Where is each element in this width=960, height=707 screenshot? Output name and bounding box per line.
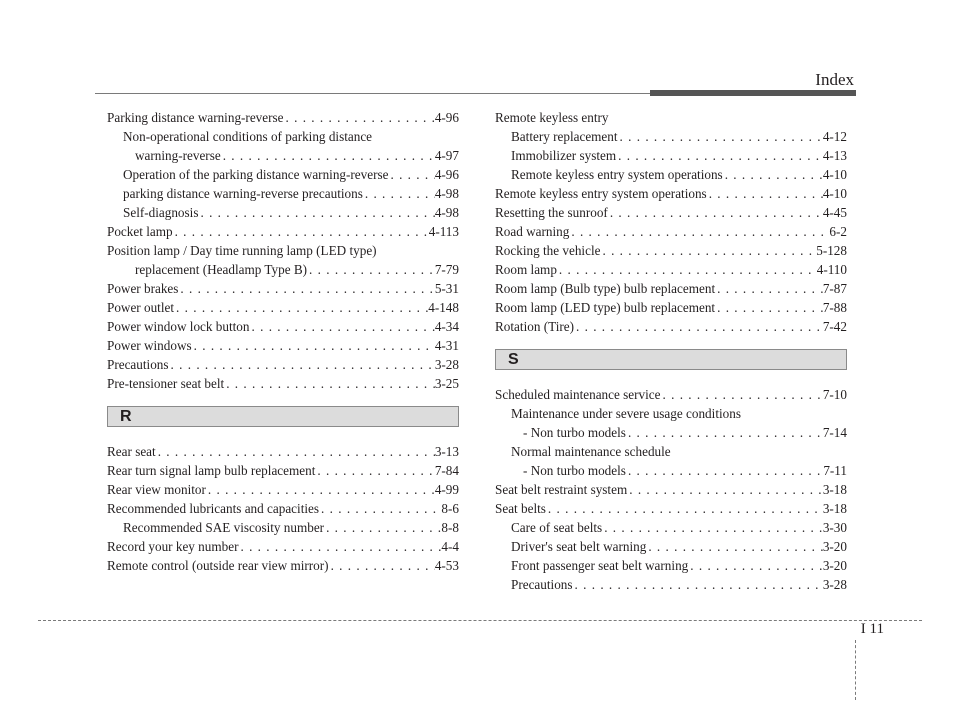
dot-leader [319, 499, 441, 518]
index-entry-page: 3-25 [434, 376, 459, 391]
index-entry [495, 423, 847, 442]
section-letter-r: R [107, 406, 459, 427]
index-entry [495, 184, 847, 203]
dot-leader [315, 461, 434, 480]
index-entry-term: Battery replacement [511, 129, 618, 144]
index-entry-page: 3-18 [822, 501, 847, 516]
index-entry-page: 3-18 [822, 482, 847, 497]
dot-leader [600, 241, 816, 260]
dot-leader [192, 336, 435, 355]
index-entry [495, 222, 847, 241]
index-entry [107, 336, 459, 355]
index-entry-term: Scheduled maintenance service [495, 387, 661, 402]
index-entry-page: 3-20 [822, 539, 847, 554]
index-entry [495, 537, 847, 556]
index-entry-page: 3-20 [822, 558, 847, 573]
index-entry [107, 461, 459, 480]
index-entry-term: Rear seat [107, 444, 156, 459]
dot-leader [715, 279, 823, 298]
dot-leader [646, 537, 823, 556]
dot-leader [618, 127, 823, 146]
index-entry-page: 4-96 [434, 167, 459, 182]
index-column-right [495, 108, 847, 594]
index-entry-page: 7-88 [822, 300, 847, 315]
dot-leader [307, 260, 435, 279]
index-entry-term: Road warning [495, 224, 570, 239]
index-entry-term: Seat belt restraint system [495, 482, 628, 497]
header-title: Index [815, 70, 854, 89]
index-entry-term: Parking distance warning-reverse [107, 110, 284, 125]
dot-leader [169, 355, 435, 374]
dot-leader [569, 222, 829, 241]
index-entry-term: parking distance warning-reverse precautions [123, 186, 363, 201]
index-entry-term: Power windows [107, 338, 192, 353]
index-entry-page: 7-11 [823, 463, 847, 478]
header-accent-bar [650, 90, 856, 96]
dot-leader [178, 279, 434, 298]
index-entry-page: 4-10 [822, 186, 847, 201]
dot-leader [546, 499, 823, 518]
index-entry-term: Power outlet [107, 300, 175, 315]
index-entry [495, 241, 847, 260]
index-entry [495, 298, 847, 317]
index-entry [107, 203, 459, 222]
index-entry-page: 4-110 [816, 262, 847, 277]
dot-leader [557, 260, 817, 279]
index-entry-page: 4-96 [434, 110, 459, 125]
index-entry-page: 5-31 [434, 281, 459, 296]
dot-leader [198, 203, 434, 222]
index-entry [495, 146, 847, 165]
dot-leader [574, 317, 823, 336]
index-entry-term: Recommended SAE viscosity number [123, 520, 325, 535]
index-entry-page: 5-128 [816, 243, 847, 258]
dot-leader [206, 480, 435, 499]
dot-leader [688, 556, 823, 575]
dot-leader [661, 385, 823, 404]
index-entry-heading: Maintenance under severe usage conditions [511, 406, 741, 421]
index-entry [495, 499, 847, 518]
index-entry [495, 575, 847, 594]
index-entry-term: warning-reverse [135, 148, 221, 163]
dot-leader [723, 165, 823, 184]
dot-leader [626, 461, 823, 480]
index-entry-page: 7-14 [822, 425, 847, 440]
index-entry [107, 260, 459, 279]
dot-leader [221, 146, 435, 165]
index-entry [107, 165, 459, 184]
index-entry-page: 4-98 [434, 186, 459, 201]
index-entry-page: 4-148 [428, 300, 459, 315]
index-entry [495, 127, 847, 146]
index-entry [107, 184, 459, 203]
index-entry [107, 279, 459, 298]
index-entry-page: 8-6 [441, 501, 459, 516]
dot-leader [626, 423, 823, 442]
index-entry-page: 8-8 [441, 520, 459, 535]
index-entry-page: 4-97 [434, 148, 459, 163]
index-entry-page: 4-12 [822, 129, 847, 144]
index-entry-page: 3-28 [434, 357, 459, 372]
dot-leader [173, 222, 429, 241]
index-entry [495, 260, 847, 279]
index-entry-term: replacement (Headlamp Type B) [135, 262, 308, 277]
dot-leader [238, 537, 441, 556]
index-entry-page: 7-79 [434, 262, 459, 277]
index-entry-term: Room lamp (Bulb type) bulb replacement [495, 281, 716, 296]
index-entry-page: 7-10 [822, 387, 847, 402]
dot-leader [250, 317, 435, 336]
index-entry-page: 7-84 [434, 463, 459, 478]
index-entry-page: 7-42 [822, 319, 847, 334]
index-entry-term: Rocking the vehicle [495, 243, 601, 258]
index-entry-term: Room lamp (LED type) bulb replacement [495, 300, 716, 315]
index-entry-page: 3-13 [434, 444, 459, 459]
index-entry-term: - Non turbo models [523, 425, 626, 440]
index-entry [107, 442, 459, 461]
dot-leader [707, 184, 823, 203]
index-entry-term: Self-diagnosis [123, 205, 199, 220]
index-entry-term: - Non turbo models [523, 463, 626, 478]
index-entry-heading: Remote keyless entry [495, 110, 609, 125]
dot-leader [715, 298, 823, 317]
index-entry-page: 4-13 [822, 148, 847, 163]
index-entry-term: Remote keyless entry system operations [511, 167, 723, 182]
index-entry-term: Recommended lubricants and capacities [107, 501, 320, 516]
index-entry-page: 4-34 [434, 319, 459, 334]
index-entry-term: Driver's seat belt warning [511, 539, 647, 554]
index-entry-term: Immobilizer system [511, 148, 617, 163]
index-entry [107, 374, 459, 393]
index-entry-term: Front passenger seat belt warning [511, 558, 689, 573]
dot-leader [627, 480, 823, 499]
index-entry-page: 4-45 [822, 205, 847, 220]
index-entry [107, 317, 459, 336]
right-entries-bottom [495, 385, 847, 594]
index-entry-term: Operation of the parking distance warning-reverse [123, 167, 389, 182]
index-entry-term: Rear turn signal lamp bulb replacement [107, 463, 316, 478]
index-entry-term: Power window lock button [107, 319, 250, 334]
index-entry-heading: Normal maintenance schedule [511, 444, 671, 459]
dot-leader [174, 298, 428, 317]
index-entry-term: Precautions [107, 357, 169, 372]
index-entry [495, 385, 847, 404]
page-number: I 11 [860, 621, 884, 637]
index-entry [107, 480, 459, 499]
index-entry [495, 556, 847, 575]
index-entry-page: 6-2 [829, 224, 847, 239]
index-entry [107, 499, 459, 518]
index-entry-term: Remote control (outside rear view mirror) [107, 558, 329, 573]
index-entry [495, 165, 847, 184]
section-letter-s: S [495, 349, 847, 370]
dot-leader [388, 165, 434, 184]
index-column-left [107, 108, 459, 575]
index-entry [495, 279, 847, 298]
index-entry-term: Rotation (Tire) [495, 319, 575, 334]
index-entry-term: Care of seat belts [511, 520, 603, 535]
footer-vertical-rule [855, 640, 856, 700]
left-entries-top [107, 108, 459, 393]
index-entry [495, 203, 847, 222]
dot-leader [363, 184, 435, 203]
index-entry-page: 4-4 [441, 539, 459, 554]
index-entry-heading: Position lamp / Day time running lamp (LED type) [107, 243, 377, 258]
index-entry-term: Seat belts [495, 501, 546, 516]
index-entry-term: Precautions [511, 577, 573, 592]
index-entry-page: 4-53 [434, 558, 459, 573]
dot-leader [608, 203, 823, 222]
index-entry-page: 4-113 [428, 224, 459, 239]
footer-rule [38, 620, 922, 621]
index-entry [107, 537, 459, 556]
dot-leader [156, 442, 435, 461]
index-entry-term: Room lamp [495, 262, 557, 277]
index-entry [107, 298, 459, 317]
index-entry-term: Power brakes [107, 281, 179, 296]
index-entry-term: Remote keyless entry system operations [495, 186, 707, 201]
index-entry-page: 4-99 [434, 482, 459, 497]
index-entry [107, 518, 459, 537]
index-entry-page: 4-10 [822, 167, 847, 182]
index-entry-term: Rear view monitor [107, 482, 206, 497]
index-entry [107, 222, 459, 241]
index-entry-term: Resetting the sunroof [495, 205, 608, 220]
dot-leader [573, 575, 823, 594]
index-entry-page: 3-30 [822, 520, 847, 535]
index-entry-term: Pre-tensioner seat belt [107, 376, 225, 391]
index-entry-page: 3-28 [822, 577, 847, 592]
index-entry [495, 480, 847, 499]
index-entry-page: 7-87 [822, 281, 847, 296]
index-entry-page: 4-31 [434, 338, 459, 353]
index-entry [107, 556, 459, 575]
dot-leader [329, 556, 435, 575]
index-entry-heading: Non-operational conditions of parking distance [123, 129, 373, 144]
index-entry [107, 355, 459, 374]
dot-leader [324, 518, 441, 537]
index-entry [495, 518, 847, 537]
index-entry-term: Record your key number [107, 539, 239, 554]
index-entry [495, 317, 847, 336]
index-entry-page: 4-98 [434, 205, 459, 220]
index-entry [107, 146, 459, 165]
dot-leader [602, 518, 823, 537]
index-entry [495, 461, 847, 480]
index-entry-term: Pocket lamp [107, 224, 173, 239]
dot-leader [284, 108, 435, 127]
left-entries-bottom [107, 442, 459, 575]
dot-leader [224, 374, 435, 393]
dot-leader [616, 146, 823, 165]
right-entries-top [495, 108, 847, 336]
index-entry [107, 108, 459, 127]
